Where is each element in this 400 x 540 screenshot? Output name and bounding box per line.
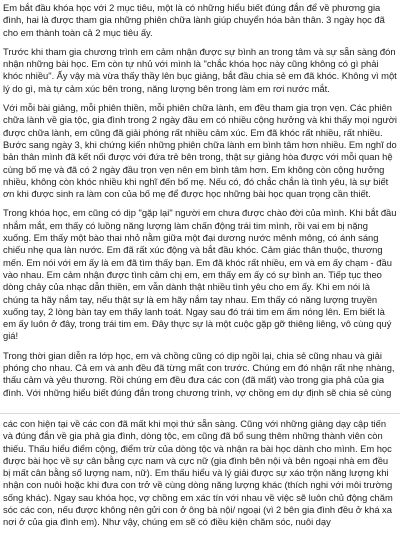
page-break-divider — [0, 413, 400, 414]
paragraph-family-lineage: các con hiện tại về các con đã mất khi mọi thứ sẵn sàng. Cũng với những giảng dạy cập tiến và đúng đắn về gia phả gia đình, dòng tộc, em cũng đã bổ sung thêm những thành viên còn thiếu. Thấu hiểu điểm cộng, điểm trừ của dòng tộc và nhận ra bài học dành cho mình. Em học được bài học về sự cân bằng cực nam và cực nữ (gia đình bên nội và bên ngoại nhà em đều bị mất cân bằng số lượng nam, nữ). Em thấu hiểu và lý giải được sự xáo trộn năng lượng khi nhận con nuôi hoặc khi đưa con trở về cùng dòng năng lượng khác (thích nghi với môi trường sống khác). Ngay sau khóa học, vợ chồng em xác tín với nhau về việc sẽ luôn chủ động chăm sóc các con, nếu được không nên gửi con ở ông bà nội/ ngoại (vì 2 bên gia đình đều ở khá xa nơi ở của gia đình em). Như vậy, chúng em sẽ có điều kiện chăm sóc, nuôi dạy — [3, 418, 393, 528]
paragraph-unborn-child: Trong khóa học, em cũng có dịp "gặp lại" người em chưa được chào đời của mình. Khi bắt đầu nhắm mắt, em thấy có luồng năng lượng làm chấn động trái tim mình, rồi vai em bị nặng xuống. Em thấy một bào thai nhỏ nằm giữa một đại dương nước mênh mông, có ánh sáng chiếu nhẹ qua làn nước. Em đã rất xúc động và bắt đầu khóc. Cảm giác thân thuộc, thương mến. Em nói với em ấy là em đã tìm thấy bạn. Em đã khóc rất nhiều, em và em ấy chạm - đầu vào nhau. Em cảm nhận được tình cảm chị em, em thấy em ấy có sự bình an. Tiếp tục theo dòng chảy của nhạc dẫn thiền, em vẫn dành thật nhiều tình yêu cho em ấy. Khi em nói là chúng ta hãy nắm tay, nếu thật sự là em hãy nắm tay nhau. Em thấy có năng lượng truyền xuống tay, 2 lòng bàn tay em thấy lanh toát. Ngay sau đó trái tim em ấm nóng lên. Em biết là em ấy luôn ở đây, trong trái tim em. Đây thực sự là một cuộc gặp gỡ thiêng liêng, vô cùng quý giá! — [3, 207, 397, 342]
paragraph-goals: Em bắt đầu khóa học với 2 mục tiêu, một là có những hiểu biết đúng đắn để về phương gia đình, hai là được tham gia những phiên chữa lành giúp chuyển hóa bản thân. 3 ngày học đã cho em thành toàn cả 2 mục tiêu ấy. — [3, 2, 385, 38]
paragraph-before-program: Trước khi tham gia chương trình em cảm nhận được sự bình an trong tâm và sự sẵn sàng đón nhận những bài học. Em còn tự nhủ với mình là "chắc khóa học này cũng không có gì phải khóc nhiều". Ấy vậy mà vừa thấy thầy lên bục giảng, bắt đầu chia sẻ em đã khóc. Không vì một lý do gì, mà tự cảm xúc bên trong, năng lượng bên trong làm em rơi nước mắt. — [3, 45, 397, 94]
paragraph-healing-sessions: Với mỗi bài giảng, mỗi phiên thiền, mỗi phiên chữa lành, em đều tham gia trọn vẹn. Các phiên chữa lành về gia tộc, gia đình trong 2 ngày đầu em có nhiều cộng hưởng và khi thấy mọi người được chữa lành, em cũng đã giải phóng rất nhiều cảm xúc. Em đã khóc rất nhiều, rất nhiều. Bước sang ngày 3, khi chứng kiến những phiên chữa lành em bình tâm hơn nhiều. Em nghĩ do bản thân mình đã kết nối được với đứa trẻ bên trong, thật sự giảng hòa được với mỗi quan hệ cùng bố mẹ và đã có 2 ngày đầu trọn vẹn nên em bình tâm hơn. Em không còn cộng hưởng nhiều, không còn khóc nhiều khi nghĩ đến bố mẹ. Nếu có, đó chắc chắn là tình yêu, là sự biết ơn khi được sinh ra làm con của bố mẹ để được học những bài học quan trọng cần thiết. — [3, 102, 397, 200]
paragraph-husband-sharing: Trong thời gian diễn ra lớp học, em và chồng cũng có dịp ngồi lại, chia sẻ cũng nhau và giải phóng cho nhau. Cả em và anh đều đã từng mất con trước. Chúng em đó nhận rất nhẹ nhàng, thấu cảm và yêu thương. Rồi chúng em đều đưa các con (đã mất) vào trong gia phả của gia đình. Với những hiểu biết đúng đắn trong chương trình, vợ chồng em dự định sẽ chia sẻ cùng — [3, 349, 395, 398]
